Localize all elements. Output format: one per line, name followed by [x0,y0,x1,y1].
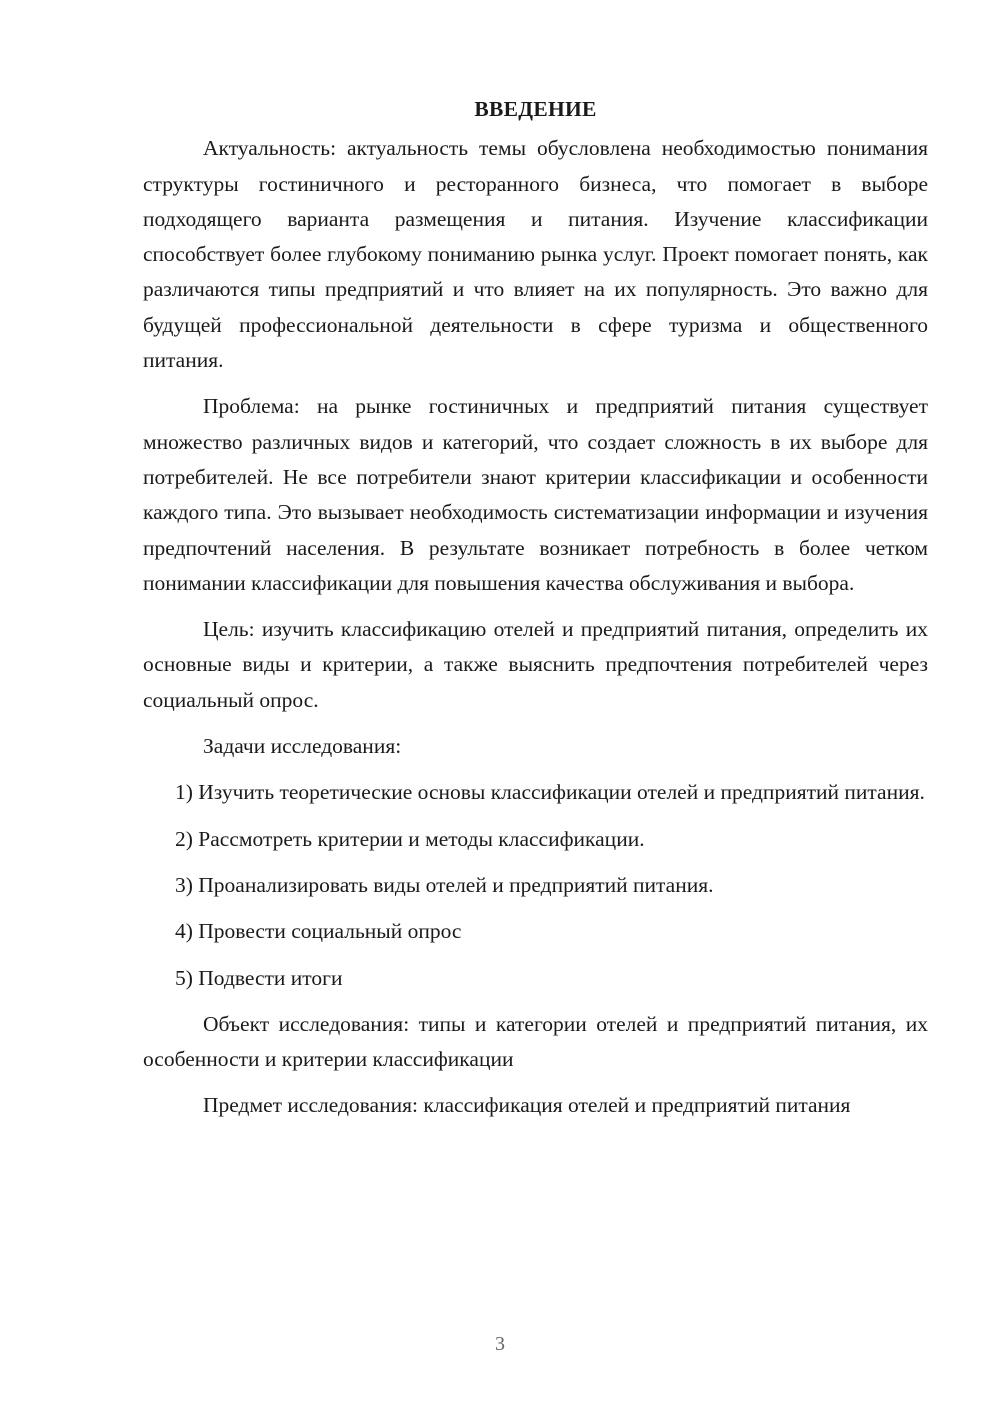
task-item: 3) Проанализировать виды отелей и предприятий питания. [175,872,714,897]
section-title: ВВЕДЕНИЕ [474,97,597,121]
goal-paragraph: Цель: изучить классификацию отелей и предприятий питания, определить их основные виды и критерии, а также выяснить предпочтения потребителей через социальный опрос. [143,617,928,712]
tasks-list [143,775,928,995]
task-item: 1) Изучить теоретические основы классификации отелей и предприятий питания. [175,780,925,805]
problem-paragraph: Проблема: на рынке гостиничных и предприятий питания существует множество различных видов и категорий, что создает сложность в их выборе для потребителей. Не все потребители знают критерии классификации и особенности каждого типа. Это вызывает необходимость систематизации информации и изучения предпочтений населения. В результате возникает потребность в более четком понимании классификации для повышения качества обслуживания и выбора. [143,394,928,595]
task-item: 5) Подвести итоги [175,965,343,990]
relevance-paragraph: Актуальность: актуальность темы обусловлена необходимостью понимания структуры гостиничного и ресторанного бизнеса, что помогает в выборе подходящего варианта размещения и питания. Изучение классификации способствует более глубокому пониманию рынка услуг. Проект помогает понять, как различаются типы предприятий и что влияет на их популярность. Это важно для будущей профессиональной деятельности в сфере туризма и общественного питания. [143,136,928,373]
task-item: 4) Провести социальный опрос [175,919,462,944]
document-page [143,92,928,1135]
subject-paragraph: Предмет исследования: классификация отелей и предприятий питания [203,1093,851,1118]
object-paragraph: Объект исследования: типы и категории отелей и предприятий питания, их особенности и критерии классификации [143,1011,928,1072]
task-item: 2) Рассмотреть критерии и методы классификации. [175,826,645,851]
tasks-heading: Задачи исследования: [203,734,402,759]
page-number: 3 [495,1333,505,1355]
